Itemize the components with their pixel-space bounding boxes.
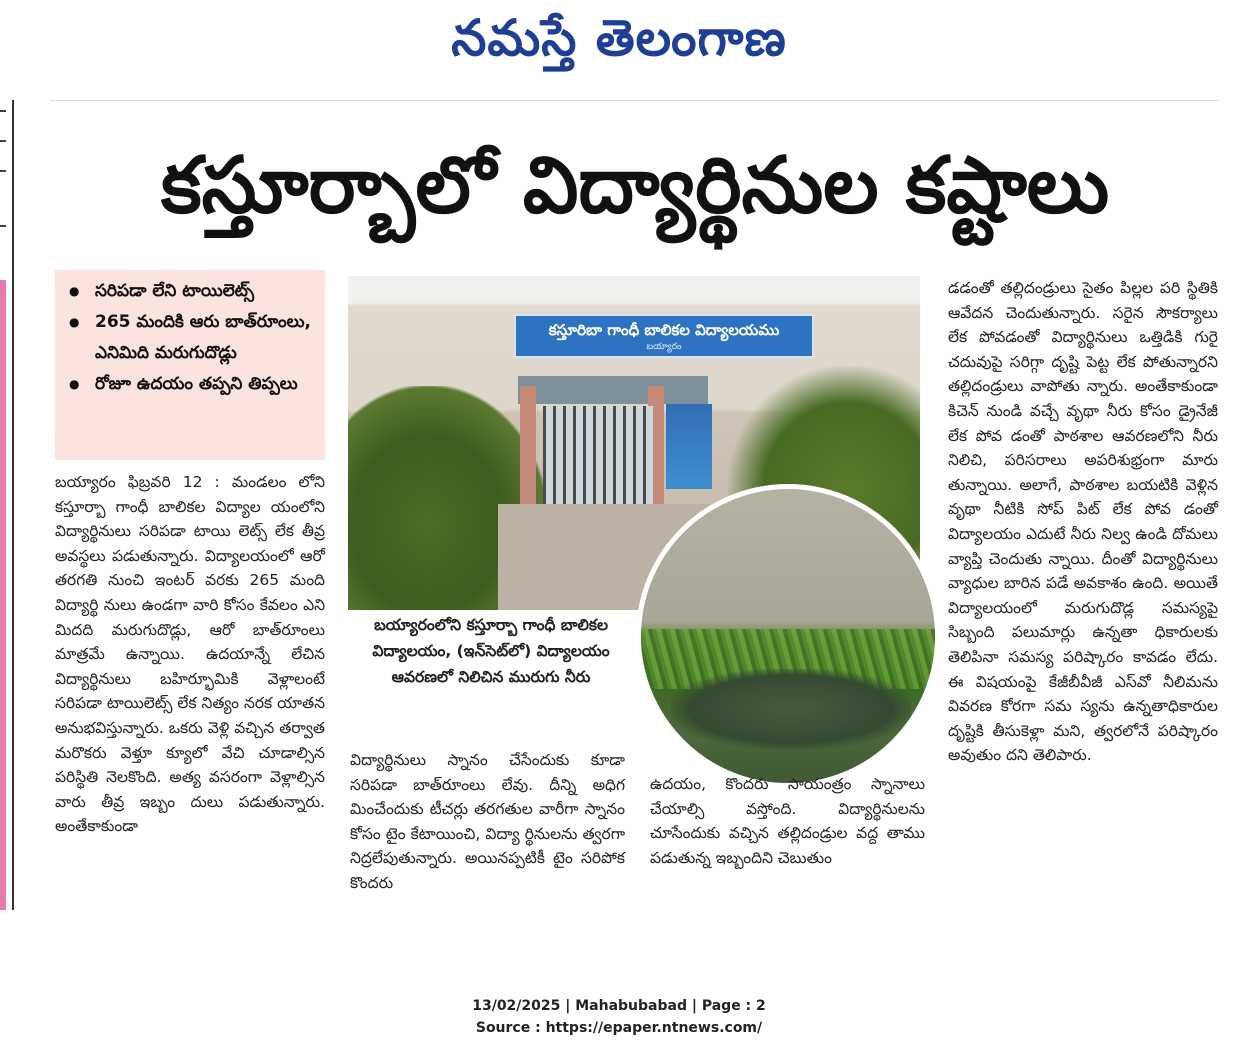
highlight-item: ● రోజూ ఉదయం తప్పని తిప్పలు xyxy=(55,369,325,400)
article-column-3: ఉదయం, కొందరు సాయంత్రం స్నానాలు చేయాల్సి వస్తోంది. విద్యార్థినులను చూసేందుకు వచ్చిన తల్లిదండ్రుల వద్ద తాము పడుతున్న ఇబ్బందిని చెబుతుం xyxy=(650,775,925,867)
school-signboard-subtext: బయ్యారం xyxy=(646,342,682,352)
headline: కస్తూర్బాలో విద్యార్థినుల కష్టాలు xyxy=(160,141,1110,231)
article-column-2: విద్యార్థినులు స్నానం చేసేందుకు కూడా సరిపడా బాత్‌రూంలు లేవు. దీన్ని అధిగ మించేందుకు టీచర్లు తరగతుల వారీగా స్నానం కోసం టైం కేటాయించి, విద్యా ర్థినులను త్వరగా నిద్రలేపుతున్నారు. అయినప్పటికీ టైం సరిపోక కొందరు xyxy=(350,751,625,892)
drain-water-inset-photo xyxy=(636,484,940,788)
page-edge-strip xyxy=(0,100,14,910)
article-column-4: డడంతో తల్లిదండ్రులు సైతం పిల్లల పరి స్థితికి ఆవేదన చెందుతున్నారు. సరైన సౌకర్యాలు లేక పోవడంతో విద్యార్థినులు ఒత్తిడికి గురై చదువుపై సరిగ్గా దృష్టి పెట్ట లేక పోతున్నారని తల్లిదండ్రులు వాపోతు న్నారు. అంతేకాకుండా కిచెన్ నుండి వచ్చే వృథా నీరు కోసం డ్రైనేజీ లేక పోవ డంతో పాఠశాల ఆవరణలోని నీరు నిలిచి, పరిసరాలు అపరిశుభ్రంగా మారు తున్నాయి. అలాగే, పాఠశాల బయటికి వెళ్లిన వృథా నీటికి సోప్ పిట్ లేక పోవ డంతో విద్యాలయం ఎదుటే నీరు నిల్వ ఉండి దోమలు వ్యాప్తి చెందుతు న్నాయి. దీంతో విద్యార్థినులు వ్యాధుల బారిన పడే అవకాశం ఉంది. అయితే విద్యాలయంలో మరుగుదొడ్ల సమస్యపై సిబ్బంది పలుమార్లు ఉన్నతా ధికారులకు తెలిపినా సమస్య పరిష్కారం కావడం లేదు. ఈ విషయంపై కేజీబీవీజీ ఎస్‌వో నీలిమను వివరణ కోరగా సమ స్యను ఉన్నతాధికారుల దృష్టికి తీసుకెళ్లా మని, త్వరలోనే పరిష్కారం అవుతుం దని తెలిపారు. xyxy=(948,279,1218,765)
highlight-item: ● సరిపడా లేని టాయిలెట్స్ xyxy=(55,276,325,307)
photo-caption: బయ్యారంలోని కస్తూర్బా గాంధీ బాలికల విద్యాలయం, (ఇన్‌సెట్‌లో) విద్యాలయం ఆవరణలో నిలిచిన మురుగు నీరు xyxy=(372,616,610,686)
masthead-divider xyxy=(50,100,1220,101)
footer-source-line: Source : https://epaper.ntnews.com/ xyxy=(475,1020,763,1036)
article-column-1: బయ్యారం ఫిబ్రవరి 12 : మండలం లోని కస్తూర్బా గాంధీ బాలికల విద్యాల యంలోని విద్యార్థినులు సరిపడా టాయి లెట్స్ లేక తీవ్ర అవస్థలు పడుతున్నారు. విద్యాలయంలో ఆరో తరగతి నుంచి ఇంటర్ వరకు 265 మంది విద్యార్థి నులు ఉండగా వారి కోసం కేవలం ఎని మిదది మరుగుదొడ్లు, ఆరో బాత్‌రూంలు మాత్రమే ఉన్నాయి. ఉదయాన్నే లేచిన విద్యార్థినులు బహిర్భూమికి వెళ్లాలంటే సరిపడా టాయిలెట్స్ లేక నిత్యం నరక యాతన అనుభవిస్తున్నారు. ఒకరు వెళ్లి వచ్చిన తర్వాత మరొకరు వెళ్తూ క్యూలో వేచి చూడాల్సిన పరిస్థితి నెలకొంది. అత్య వసరంగా వెళ్లాల్సిన వారు తీవ్ర ఇబ్బం దులు పడుతున్నారు. అంతేకాకుండా xyxy=(55,473,325,836)
footer-date-line: 13/02/2025 | Mahabubabad | Page : 2 xyxy=(472,998,766,1014)
school-signboard: కస్తూరిబా గాంధీ బాలికల విద్యాలయము xyxy=(514,314,814,358)
highlight-item: ● 265 మందికి ఆరు బాత్‌రూంలు, ఎనిమిది మరుగుదొడ్లు xyxy=(55,307,325,369)
highlights-box xyxy=(55,270,325,460)
masthead-logo: నమస్తే తెలంగాణ xyxy=(451,9,787,67)
